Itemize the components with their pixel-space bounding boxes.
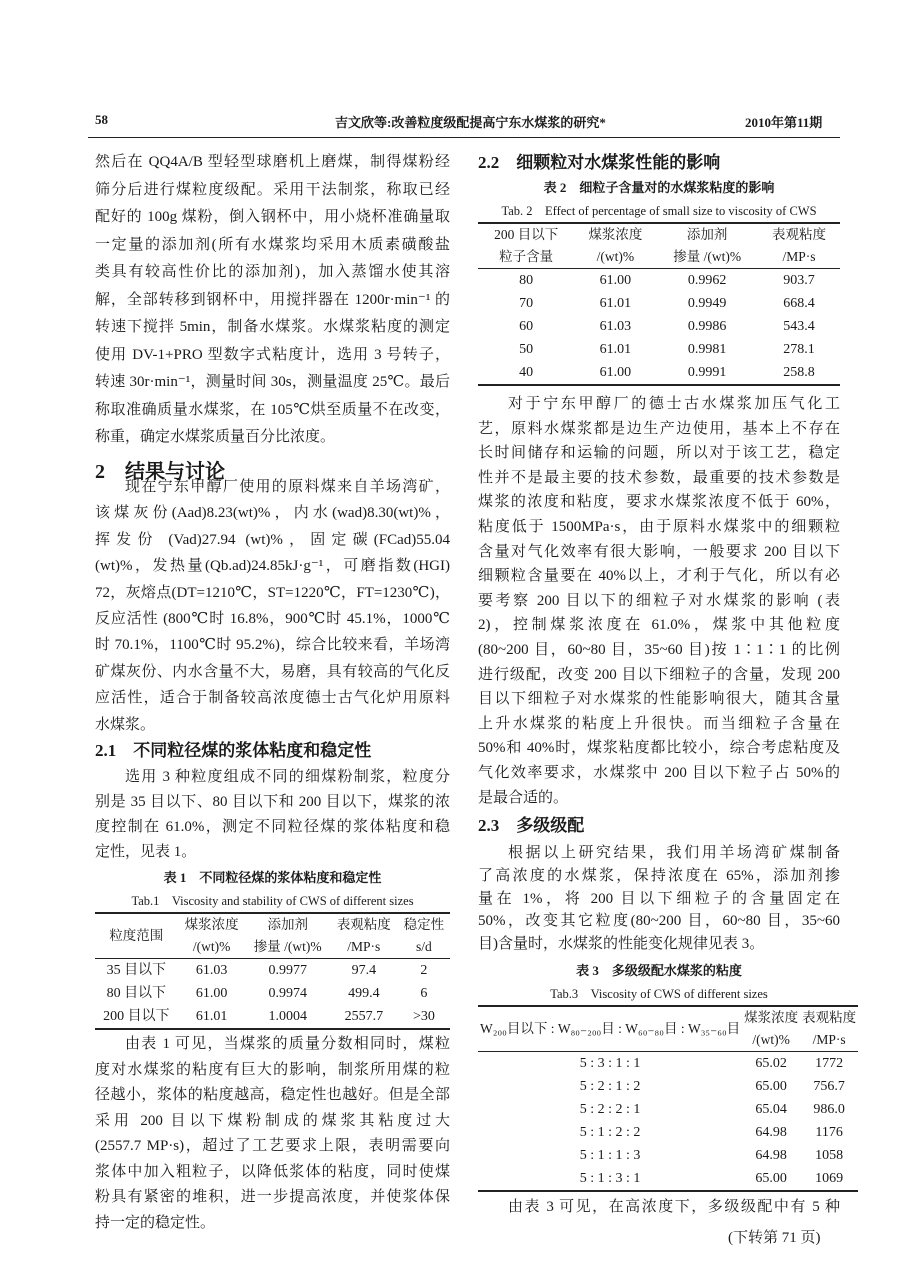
text-line: 径越小，浆体的粘度越高，稳定性也越好。但是全部 [95,1087,450,1103]
text-line: 挥发份 (Vad)27.94 (wt)%，固定碳(FCad)55.04 [95,531,450,548]
table-row [478,269,840,293]
text-line: 现在宁东甲醇厂使用的原料煤来自羊场湾矿， [125,479,450,495]
text-line: 时 70.1%，1100℃时 95.2%)，综合比较来看，羊场湾 [95,637,450,654]
text-line: 类具有较高性价比的添加剂)，加入蒸馏水使其溶 [95,264,450,280]
column-header-unit: 粒子含量 [478,246,574,269]
text-line: 性并不是最主要的技术参数，最重要的技术参数是 [478,469,840,486]
column-header: 煤浆浓度 [742,1006,800,1029]
table-cell: 40 [478,361,574,385]
table-row [478,1075,858,1098]
text-line: 度对水煤浆的粘度有巨大的影响，制浆所用煤的粒 [95,1061,450,1078]
section-heading: 2 结果与讨论 [95,461,225,483]
text-line: 含量对气化效率有很大影响，一般要求 200 目以下 [478,543,840,560]
column-header-unit: /MP·s [800,1029,858,1052]
table-row [478,1167,858,1191]
text-line: 根据以上研究结果，我们用羊场湾矿煤制备 [508,845,840,861]
table-cell: 5 : 1 : 1 : 3 [579,1148,641,1163]
table-2 [478,176,840,386]
text-line: 艺，原料水煤浆都是边生产边使用，基本上不存在 [478,420,840,437]
text-line: 转速 30r·min⁻¹，测量时间 30s，测量温度 25℃。最后 [95,374,450,390]
table-cell: 65.00 [742,1167,800,1191]
table-cell: 5 : 1 : 2 : 2 [579,1125,641,1140]
text-line: 应活性，适合于制备较高浓度德士古气化炉用原料 [95,690,450,707]
running-title: 吉文欣等:改善粒度级配提高宁东水煤浆的研究* [335,115,606,130]
text-line: 目以下细粒子对水煤浆的性能影响很大，随其含量 [478,691,840,708]
table-1 [95,866,450,1030]
column-header: 粒度范围 [95,913,178,959]
column-header: 表观粘度 [800,1006,858,1029]
column-header: 表观粘度 [758,223,840,246]
subsection-heading: 2.3 多级级配 [478,816,585,835]
column-header-unit: /MP·s [758,246,840,269]
paragraph [95,1032,450,1236]
table-caption: 表 3 多级级配水煤浆的粘度 [576,963,742,978]
table-caption: 表 1 不同粒径煤的浆体粘度和稳定性 [163,870,382,885]
text-line: 转速下搅拌 5min，制备水煤浆。水煤浆粘度的测定 [95,319,450,335]
table-caption-en: Tab. 2 Effect of percentage of small size to viscosity of CWS [501,204,817,218]
paragraph [478,392,840,810]
table-cell: 80 [519,273,534,288]
column-header-unit: /(wt)% [574,246,656,269]
table-row [478,315,840,338]
table-cell: 61.01 [178,1005,246,1029]
table-cell: 6 [420,986,428,1001]
paragraph [95,765,450,865]
table-cell: 5 : 1 : 3 : 1 [478,1167,742,1191]
subsection-heading: 2.2 细颗粒对水煤浆性能的影响 [478,153,721,172]
text-line: 72，灰熔点(DT=1210℃，ST=1220℃，FT=1230℃)， [95,584,450,601]
table-row [95,959,450,983]
text-line: 量在 1%，将 200 目以下细粒子的含量固定在 [478,890,840,907]
table-cell: 200 目以下 [95,1005,178,1029]
table-row [95,1005,450,1029]
table-cell: 903.7 [783,273,815,288]
text-line: 由表 3 可见，在高浓度下，多级级配中有 5 种 [508,1199,840,1215]
column-header: 添加剂 [246,913,330,936]
paragraph [478,1194,840,1220]
data-table [95,912,450,1030]
table-cell: 61.03 [599,319,632,334]
text-line: 要考察 200 目以下的细粒子对水煤浆的影响 (表 [478,592,840,609]
table-cell: 543.4 [783,319,815,334]
paragraph [95,149,450,452]
table-cell: 2 [420,963,428,978]
column-header: 煤浆浓度 [178,913,246,936]
table-cell: 0.9962 [687,273,727,288]
text-line: 一定量的添加剂(所有水煤浆均采用木质素磺酸盐 [95,236,450,253]
text-line: 粉具有紧密的堆积，进一步提高浓度，并使浆体保 [95,1189,450,1205]
table-cell: 60 [519,319,534,334]
text-line: 持一定的稳定性。 [95,1214,216,1231]
text-line: (wt)%，发热量(Qb.ad)24.85kJ·g⁻¹，可磨指数(HGI) [95,558,450,575]
table-cell: 0.9981 [687,342,727,357]
text-line: 粘度低于 1500MPa·s，由于原料水煤浆中的细颗粒 [478,518,840,535]
table-cell: 80 目以下 [106,986,167,1001]
page-number: 58 [95,112,108,127]
column-header-unit: /(wt)% [742,1029,800,1052]
text-line: 气化效率要求，水煤浆中 200 目以下粒子占 50%的 [478,764,840,781]
column-header: 200 目以下 [478,223,574,246]
column-header: 稳定性 [398,913,450,936]
table-cell: 70 [519,296,534,311]
table-row [478,1144,858,1167]
table-cell: 0.9986 [687,319,727,334]
column-header: 煤浆浓度 [574,223,656,246]
text-line: 使用 DV-1+PRO 型数字式粘度计，选用 3 号转子， [95,346,450,363]
text-line: 矿煤灰份、内水含量不大，易磨，具有较高的气化反 [95,663,450,680]
text-line: 细颗粒含量要在 40%以上，才利于气化，所以有必 [478,568,840,585]
table-row [478,1052,858,1076]
text-line: 反应活性 (800℃时 16.8%，900℃时 45.1%，1000℃ [95,611,450,628]
table-cell: >30 [398,1005,450,1029]
table-cell: 35 目以下 [106,963,167,978]
continued-note: (下转第 71 页) [728,1230,821,1246]
table-cell: 61.01 [599,296,632,311]
table-cell: 756.7 [813,1079,845,1094]
table-cell: 1772 [815,1056,844,1071]
text-line: 煤浆的浓度和粘度，要求水煤浆浓度不低于 60%， [478,494,840,511]
table-cell: 1176 [815,1125,843,1140]
text-line: 了高浓度的水煤浆，保持浓度在 65%，添加剂掺 [478,867,840,884]
text-line: 进行级配，改变 200 目以下细粒子的含量，发现 200 [478,666,840,683]
table-cell: 50 [519,342,534,357]
header-rule [88,137,840,138]
table-cell: 65.02 [755,1056,787,1071]
column-header-unit: /MP·s [330,936,398,959]
column-header-unit: s/d [398,936,450,959]
text-line: 解，全部转移到钢杯中，用搅拌器在 1200r·min⁻¹ 的 [95,291,450,308]
text-line: 50%和 40%时，煤浆粘度都比较小，综合考虑粘度及 [478,740,840,757]
table-cell: 986.0 [813,1102,845,1117]
table-cell: 668.4 [783,296,815,311]
issue-label: 2010年第11期 [745,115,823,130]
table-cell: 64.98 [755,1125,787,1140]
table-cell: 258.8 [758,361,840,385]
table-cell: 0.9949 [687,296,727,311]
table-cell: 65.00 [755,1079,787,1094]
table-row [478,338,840,361]
text-line: 配好的 100g 煤粉，倒入钢杯中，用小烧杯准确量取 [95,209,450,225]
table-caption-en: Tab.1 Viscosity and stability of CWS of different sizes [131,894,414,908]
subsection-heading: 2.1 不同粒径煤的浆体粘度和稳定性 [95,741,372,760]
table-cell: 278.1 [783,342,815,357]
text-line: 由表 1 可见，当煤浆的质量分数相同时，煤粒 [125,1036,450,1052]
table-cell: 65.04 [755,1102,787,1117]
text-line: 对于宁东甲醇厂的德士古水煤浆加压气化工 [508,396,840,412]
text-line: 目)含量时，水煤浆的性能变化规律见表 3。 [478,936,765,953]
table-cell: 61.00 [195,986,228,1001]
table-cell: 5 : 2 : 1 : 2 [579,1079,641,1094]
table-cell: 0.9977 [268,963,307,978]
column-header-unit: 掺量 /(wt)% [656,246,758,269]
data-table [478,222,840,386]
text-line: (80~200 目，60~80 目，35~60 目)按 1∶1∶1 的比例 [478,641,840,658]
table-cell: 61.01 [599,342,632,357]
text-line: 筛分后进行煤粒度级配。采用干法制浆，称取已经 [95,181,450,198]
table-cell: 0.9974 [268,986,307,1001]
table-cell: 61.03 [195,963,228,978]
table-row [478,1098,858,1121]
text-line: 采用 200 目以下煤粉制成的煤浆其粘度过大 [95,1112,450,1129]
table-cell: 61.00 [574,361,656,385]
table-cell: 0.9991 [656,361,758,385]
text-line: (2557.7 MP·s)，超过了工艺要求上限，表明需要向 [95,1138,450,1154]
column-header: W₂₀₀目以下 : W₈₀₋₂₀₀目 : W₆₀₋₈₀目 : W₃₅₋₆₀目 [478,1006,742,1052]
table-cell: 1.0004 [246,1005,330,1029]
column-header: 添加剂 [656,223,758,246]
text-line: 2)，控制煤浆浓度在 61.0%，煤浆中其他粒度 [478,617,840,634]
column-header-unit: /(wt)% [178,936,246,959]
table-row [478,292,840,315]
column-header-unit: 掺量 /(wt)% [246,936,330,959]
paragraph [95,474,450,738]
data-table [478,1005,858,1192]
text-line: 称重，确定水煤浆质量百分比浓度。 [95,429,336,445]
table-cell: 97.4 [351,963,377,978]
text-line: 选用 3 种粒度组成不同的细煤粉制浆，粒度分 [125,769,450,785]
text-line: 该煤灰份(Aad)8.23(wt)%，内水(wad)8.30(wt)%， [95,505,450,522]
table-cell: 5 : 2 : 2 : 1 [579,1102,641,1117]
text-line: 浆体中加入粗粒子，以降低浆体的粘度，同时使煤 [95,1163,450,1180]
table-caption-en: Tab.3 Viscosity of CWS of different sizes [550,987,768,1001]
text-line: 定性，见表 1。 [95,844,197,860]
table-caption: 表 2 细粒子含量对的水煤浆粘度的影响 [543,180,775,195]
text-line: 别是 35 目以下、80 目以下和 200 目以下，煤浆的浓 [95,794,450,810]
table-cell: 1069 [800,1167,858,1191]
text-line: 是最合适的。 [478,789,569,806]
text-line: 长时间储存和运输的问题，所以对于该工艺，稳定 [478,445,840,462]
paragraph [478,842,840,956]
text-line: 称取准确质量水煤浆，在 105℃烘至质量不在改变， [95,401,450,418]
column-header: 表观粘度 [330,913,398,936]
table-row [478,361,840,385]
text-line: 度控制在 61.0%，测定不同粒径煤的浆体粘度和稳 [95,819,450,835]
table-cell: 2557.7 [330,1005,398,1029]
text-line: 然后在 QQ4A/B 型轻型球磨机上磨煤，制得煤粉经 [95,154,450,170]
table-cell: 499.4 [348,986,380,1001]
table-cell: 1058 [815,1148,844,1163]
table-cell: 5 : 3 : 1 : 1 [579,1056,641,1071]
table-row [478,1121,858,1144]
text-line: 上升水煤浆的粘度上升很快。而当细粒子含量在 [478,715,840,732]
text-line: 水煤浆。 [95,716,156,733]
table-3 [478,959,857,1192]
table-cell: 61.00 [599,273,632,288]
table-row [95,982,450,1005]
table-cell: 64.98 [755,1148,787,1163]
text-line: 50%，改变其它粒度(80~200 目，60~80 目，35~60 [478,913,840,930]
